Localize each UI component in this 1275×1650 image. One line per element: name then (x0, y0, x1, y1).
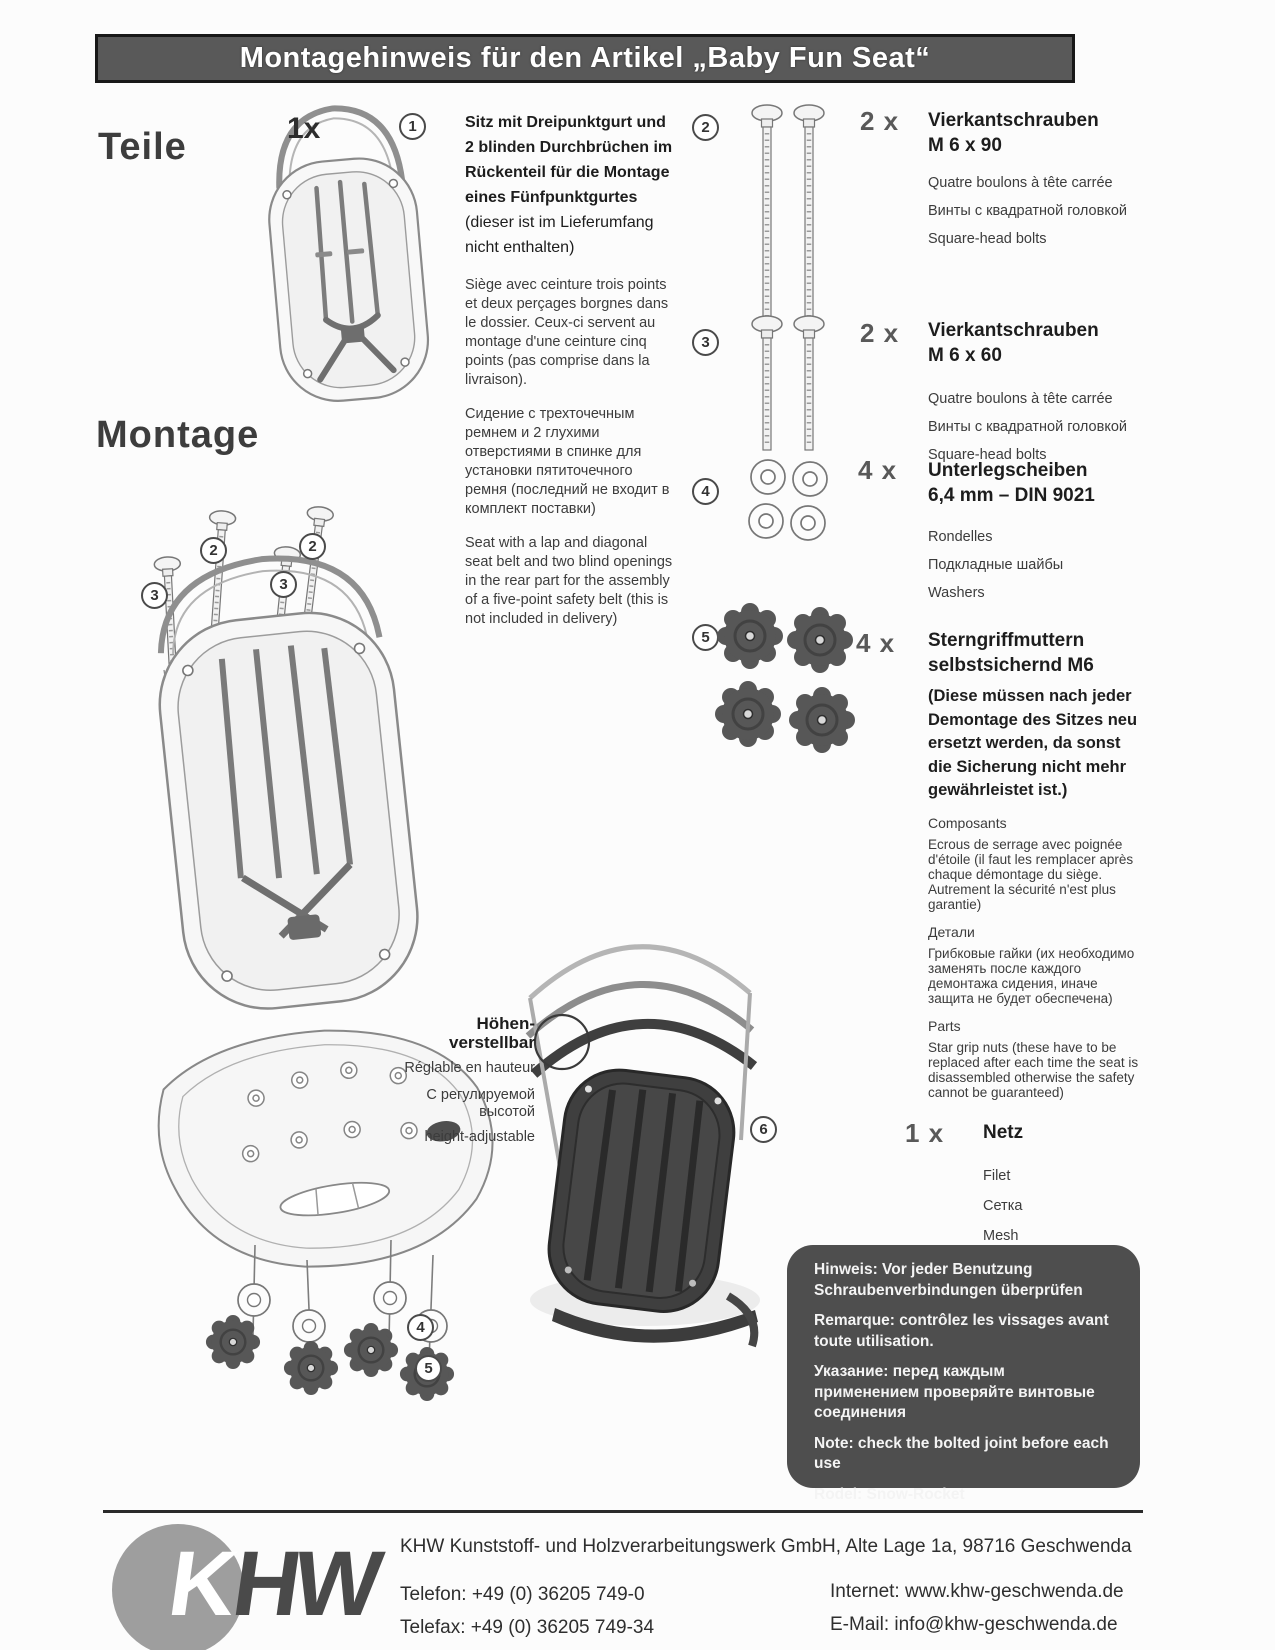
part6-title: Netz (983, 1122, 1024, 1143)
part3-title-line2: M 6 x 60 (928, 345, 1002, 366)
part2-fr: Quatre boulons à tête carrée (928, 175, 1113, 191)
part2-quantity: 2 x (860, 106, 900, 136)
callout-1: 1 (399, 113, 426, 140)
part4-fr: Rondelles (928, 529, 993, 545)
diagram-callout-6: 6 (750, 1116, 777, 1143)
part5-ru-label: Детали (928, 923, 975, 940)
callout-5: 5 (692, 624, 719, 651)
item1-text-de-bold: Sitz mit Dreipunktgurt und 2 blinden Durchbrüchen im Rückenteil für die Montage eines Fünfpunktgurtes (465, 114, 673, 206)
footer-internet: Internet: www.khw-geschwenda.de (830, 1581, 1124, 1602)
part3-ru: Винты с квадратной головкой (928, 419, 1127, 435)
part5-ru: Грибковые гайки (их необходимо заменять после каждого демонтажа сидения, иначе защита не будет обеспечена) (928, 945, 1135, 1006)
footer-email: E-Mail: info@khw-geschwenda.de (830, 1614, 1118, 1635)
part5-title-line1: Sterngriffmuttern (928, 630, 1085, 651)
bolts-m6x60-illustration (743, 313, 835, 458)
part2-title-line2: M 6 x 90 (928, 135, 1002, 156)
note-model: Rodel: Snow-Rocket (814, 1485, 965, 1503)
item1-text-en: Seat with a lap and diagonal seat belt and two blind openings in the rear part for the assembly of a five-point safety belt (this is not included in delivery) (465, 535, 673, 627)
note-fr: Remarque: contrôlez les vissages avant toute utilisation. (814, 1312, 1109, 1350)
height-adjustable-labels (330, 1014, 535, 1146)
part4-en: Washers (928, 585, 985, 601)
part4-title-line2: 6,4 mm – DIN 9021 (928, 485, 1095, 506)
height-adjust-en: height-adjustable (424, 1129, 535, 1145)
part4-title-line1: Unterlegscheiben (928, 460, 1088, 481)
heading-montage: Montage (96, 414, 260, 456)
part6-ru: Сетка (983, 1198, 1023, 1214)
part5-fr: Ecrous de serrage avec poignée d'étoile (il faut les remplacer après chaque démontage du siège. Autrement la sécurité n'est plus garantie) (928, 836, 1134, 912)
bolts-m6x90-illustration (743, 102, 835, 332)
item1-text-de-rest: (dieser ist im Lieferumfang nicht enthalten) (465, 214, 654, 256)
item1-text-fr: Siège avec ceinture trois points et deux perçages borgnes dans le dossier. Ceux-ci servent au montage d'une ceinture cinq points (pas comprise dans la livraison). (465, 277, 669, 388)
part5-description (928, 628, 1143, 1100)
title-bar (95, 34, 1075, 83)
part3-quantity: 2 x (860, 318, 900, 348)
part5-fr-label: Composants (928, 814, 1007, 831)
page-title: Montagehinweis für den Artikel „Baby Fun Seat“ (239, 42, 931, 74)
note-de: Hinweis: Vor jeder Benutzung Schraubenverbindungen überprüfen (814, 1261, 1083, 1299)
diagram-callout-3a: 3 (141, 582, 168, 609)
height-adjust-ru-line2: высотой (479, 1104, 535, 1120)
part6-fr: Filet (983, 1168, 1011, 1184)
part6-description (983, 1120, 1198, 1246)
footer-divider (103, 1510, 1143, 1513)
part6-en: Mesh (983, 1228, 1019, 1244)
part5-title-line2: selbstsichernd M6 (928, 655, 1094, 676)
part2-title-line1: Vierkantschrauben (928, 110, 1099, 131)
assembled-sled-illustration (500, 878, 770, 1336)
footer-telefax: Telefax: +49 (0) 36205 749-34 (400, 1617, 655, 1638)
height-adjust-de-line2: verstellbar (449, 1033, 535, 1052)
footer-telefon: Telefon: +49 (0) 36205 749-0 (400, 1584, 645, 1605)
part3-fr: Quatre boulons à tête carrée (928, 391, 1113, 407)
item1-text-de (465, 110, 673, 260)
part5-de-note: (Diese müssen nach jeder Demontage des Sitzes neu ersetzt werden, da sonst die Sicherung nicht mehr gewährleistet ist.) (928, 687, 1138, 799)
part2-en: Square-head bolts (928, 231, 1047, 247)
washers-illustration (740, 455, 840, 555)
part2-ru: Винты с квадратной головкой (928, 203, 1127, 219)
footer-company: KHW Kunststoff- und Holzverarbeitungswerk GmbH, Alte Lage 1a, 98716 Geschwenda (400, 1536, 1132, 1557)
note-ru: Указание: перед каждым применением проверяйте винтовые соединения (814, 1363, 1095, 1421)
part4-ru: Подкладные шайбы (928, 557, 1064, 573)
diagram-callout-2b: 2 (299, 533, 326, 560)
part5-quantity: 4 x (856, 628, 896, 658)
note-box (787, 1245, 1140, 1503)
star-grip-nuts-illustration (712, 598, 862, 768)
part3-description (928, 318, 1143, 465)
khw-logo-letter-k: K (162, 1533, 244, 1635)
part4-description (928, 458, 1143, 603)
note-en: Note: check the bolted joint before each use (814, 1434, 1109, 1472)
callout-2: 2 (692, 114, 719, 141)
diagram-callout-2a: 2 (200, 537, 227, 564)
height-adjust-fr: Réglable en hauteur (404, 1060, 535, 1076)
height-adjust-ru-line1: С регулируемой (426, 1087, 535, 1103)
part2-description (928, 108, 1143, 249)
callout-4: 4 (692, 478, 719, 505)
diagram-callout-4: 4 (407, 1314, 434, 1341)
exploded-assembly-illustration (115, 500, 545, 1405)
item1-quantity: 1x (287, 112, 321, 145)
part4-quantity: 4 x (858, 455, 898, 485)
heading-teile: Teile (98, 126, 187, 168)
part5-en: Star grip nuts (these have to be replaced after each time the seat is disassembled otherwise the safety cannot be guaranteed) (928, 1039, 1139, 1100)
height-adjust-de-line1: Höhen- (476, 1014, 535, 1033)
part5-en-label: Parts (928, 1017, 961, 1034)
part6-quantity: 1 x (905, 1118, 945, 1148)
diagram-callout-5: 5 (415, 1355, 442, 1382)
part3-en: Square-head bolts (928, 447, 1047, 463)
khw-logo-letters-hw: HW (226, 1533, 383, 1635)
diagram-callout-3b: 3 (270, 571, 297, 598)
part3-title-line1: Vierkantschrauben (928, 320, 1099, 341)
callout-3: 3 (692, 329, 719, 356)
item1-text-ru: Сидение с трехточечным ремнем и 2 глухими отверстиями в спинке для установки пятиточечного ремня (последний не входит в комплект поставки) (465, 406, 670, 517)
